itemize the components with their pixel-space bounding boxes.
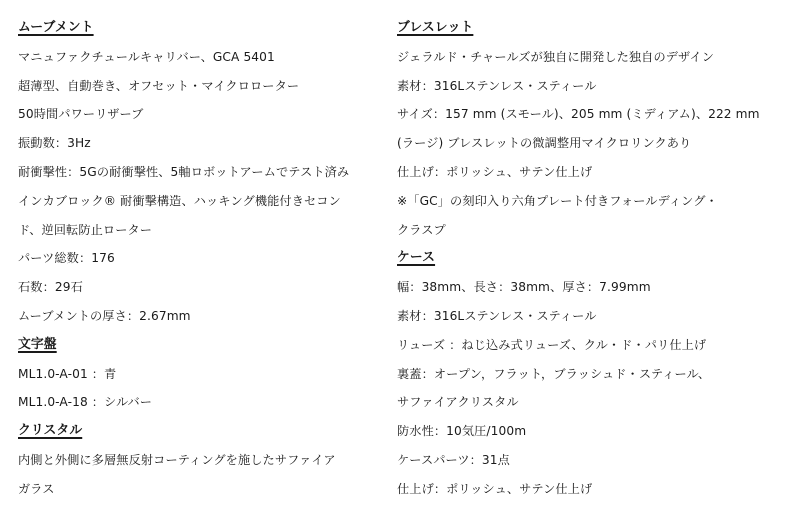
spec-line: ML1.0-A-01 ：青 <box>18 366 117 381</box>
spec-line: サファイアクリスタル <box>397 395 519 410</box>
crystal-heading: クリスタル <box>18 423 83 439</box>
spec-line: (ラージ) ブレスレットの微調整用マイクロリンクあり <box>397 136 692 151</box>
spec-line: 仕上げ：ポリッシュ、サテン仕上げ <box>397 164 593 179</box>
left-column <box>18 14 378 504</box>
spec-line: ムーブメントの厚さ：2.67mm <box>18 308 191 323</box>
spec-line: ※「GC」の刻印入り六角プレート付きフォールディング・ <box>397 193 718 208</box>
spec-line: サイズ：157 mm (スモール)、205 mm (ミディアム)、222 mm <box>397 107 760 122</box>
spec-line: 耐衝撃性：5Gの耐衝撃性、5軸ロボットアームでテスト済み <box>18 164 350 179</box>
movement-heading: ムーブメント <box>18 20 94 35</box>
spec-line: ジェラルド・チャールズが独自に開発した独自のデザイン <box>397 49 715 64</box>
spec-line: パーツ総数：176 <box>18 251 115 266</box>
spec-line: ML1.0-A-18 ：シルバー <box>18 395 153 410</box>
spec-line: 内側と外側に多層無反射コーティングを施したサファイア <box>18 452 336 467</box>
case-heading: ケース <box>397 250 436 266</box>
spec-line: 50時間パワーリザーブ <box>18 107 144 122</box>
bracelet-heading: ブレスレット <box>397 20 474 35</box>
spec-line: 仕上げ：ポリッシュ、サテン仕上げ <box>397 481 593 496</box>
spec-line: 石数：29石 <box>18 280 83 295</box>
spec-line: クラスプ <box>397 222 446 237</box>
spec-line: 超薄型、自動巻き、オフセット・マイクロローター <box>18 78 300 93</box>
spec-line: インカブロック® 耐衝撃構造、ハッキング機能付きセコン <box>18 193 341 208</box>
spec-line: ガラス <box>18 481 55 496</box>
spec-line: ド、逆回転防止ローター <box>18 222 153 237</box>
spec-line: 幅：38mm、長さ：38mm、厚さ：7.99mm <box>397 280 651 295</box>
right-column <box>397 14 782 504</box>
spec-line: マニュファクチュールキャリバー、GCA 5401 <box>18 49 275 64</box>
spec-line: リューズ ：ねじ込み式リューズ、クル・ド・パリ仕上げ <box>397 337 707 352</box>
dial-heading: 文字盤 <box>18 336 57 352</box>
spec-line: 素材：316Lステンレス・スティール <box>397 308 597 323</box>
spec-line: 素材：316Lステンレス・スティール <box>397 78 597 93</box>
spec-line: 防水性：10気圧/100m <box>397 424 527 439</box>
spec-line: ケースパーツ：31点 <box>397 452 510 467</box>
spec-line: 裏蓋：オープン，フラット，ブラッシュド・スティール、 <box>397 366 711 381</box>
spec-line: 振動数：3Hz <box>18 136 91 151</box>
